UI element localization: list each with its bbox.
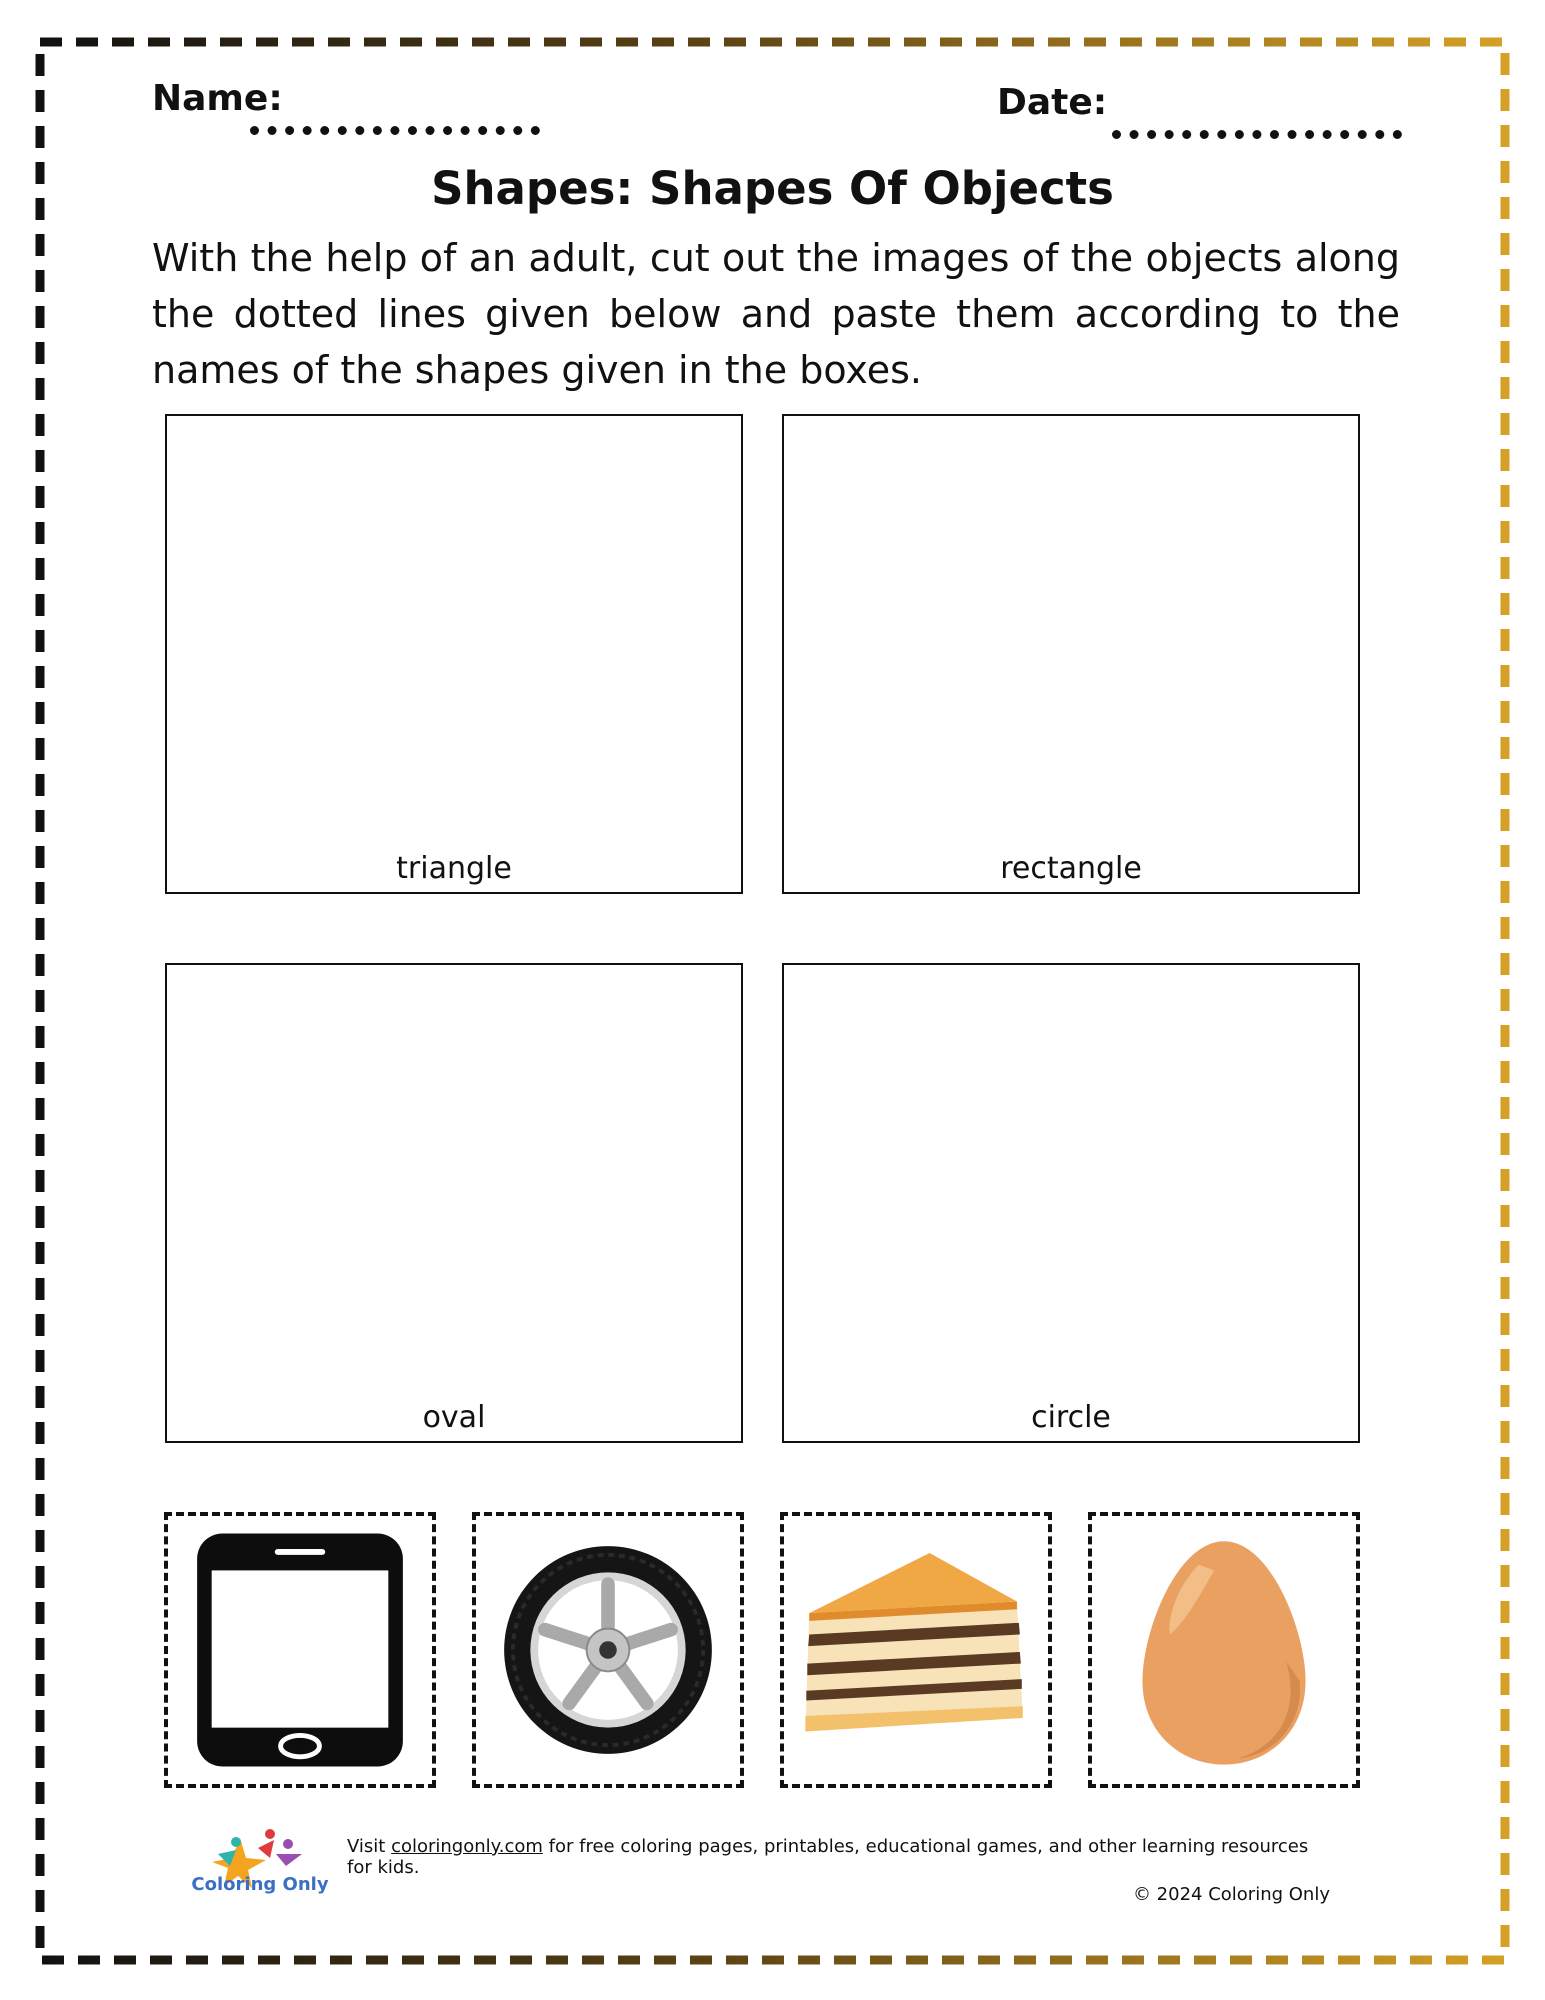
footer-visit-prefix: Visit bbox=[347, 1836, 392, 1857]
cutout-card-wheel[interactable] bbox=[472, 1512, 744, 1788]
logo-text: Coloring Only bbox=[191, 1874, 329, 1895]
copyright-text: © 2024 Coloring Only bbox=[1132, 1884, 1330, 1905]
footer-visit-line bbox=[340, 1836, 1330, 1878]
cake-slice-icon bbox=[784, 1516, 1048, 1784]
paste-box-triangle[interactable] bbox=[165, 414, 743, 894]
egg-icon bbox=[1092, 1516, 1356, 1784]
cutout-card-cake[interactable] bbox=[780, 1512, 1052, 1788]
cutout-card-smartphone[interactable] bbox=[164, 1512, 436, 1788]
paste-box-rectangle[interactable] bbox=[782, 414, 1360, 894]
instructions-text: With the help of an adult, cut out the images of the objects along the dotted lines given below and paste them according to the names of the shapes given in the boxes. bbox=[152, 236, 1400, 392]
paste-box-oval[interactable] bbox=[165, 963, 743, 1443]
date-label: Date: bbox=[997, 82, 1108, 123]
shape-label: oval bbox=[422, 1400, 486, 1435]
name-label: Name: bbox=[152, 78, 283, 119]
footer-visit-suffix: for free coloring pages, printables, educational games, and other learning resources for kids. bbox=[347, 1836, 1309, 1878]
date-field[interactable] bbox=[1112, 130, 1402, 139]
shape-label: triangle bbox=[396, 851, 512, 886]
name-field[interactable] bbox=[250, 126, 540, 135]
shape-label: rectangle bbox=[1000, 851, 1142, 886]
paste-box-circle[interactable] bbox=[782, 963, 1360, 1443]
cutout-card-egg[interactable] bbox=[1088, 1512, 1360, 1788]
smartphone-icon bbox=[168, 1516, 432, 1784]
coloringonly-link[interactable]: coloringonly.com bbox=[391, 1836, 543, 1857]
car-wheel-icon bbox=[476, 1516, 740, 1784]
footer bbox=[340, 1836, 1330, 1905]
page-title: Shapes: Shapes Of Objects bbox=[431, 162, 1114, 215]
shape-label: circle bbox=[1031, 1400, 1111, 1435]
